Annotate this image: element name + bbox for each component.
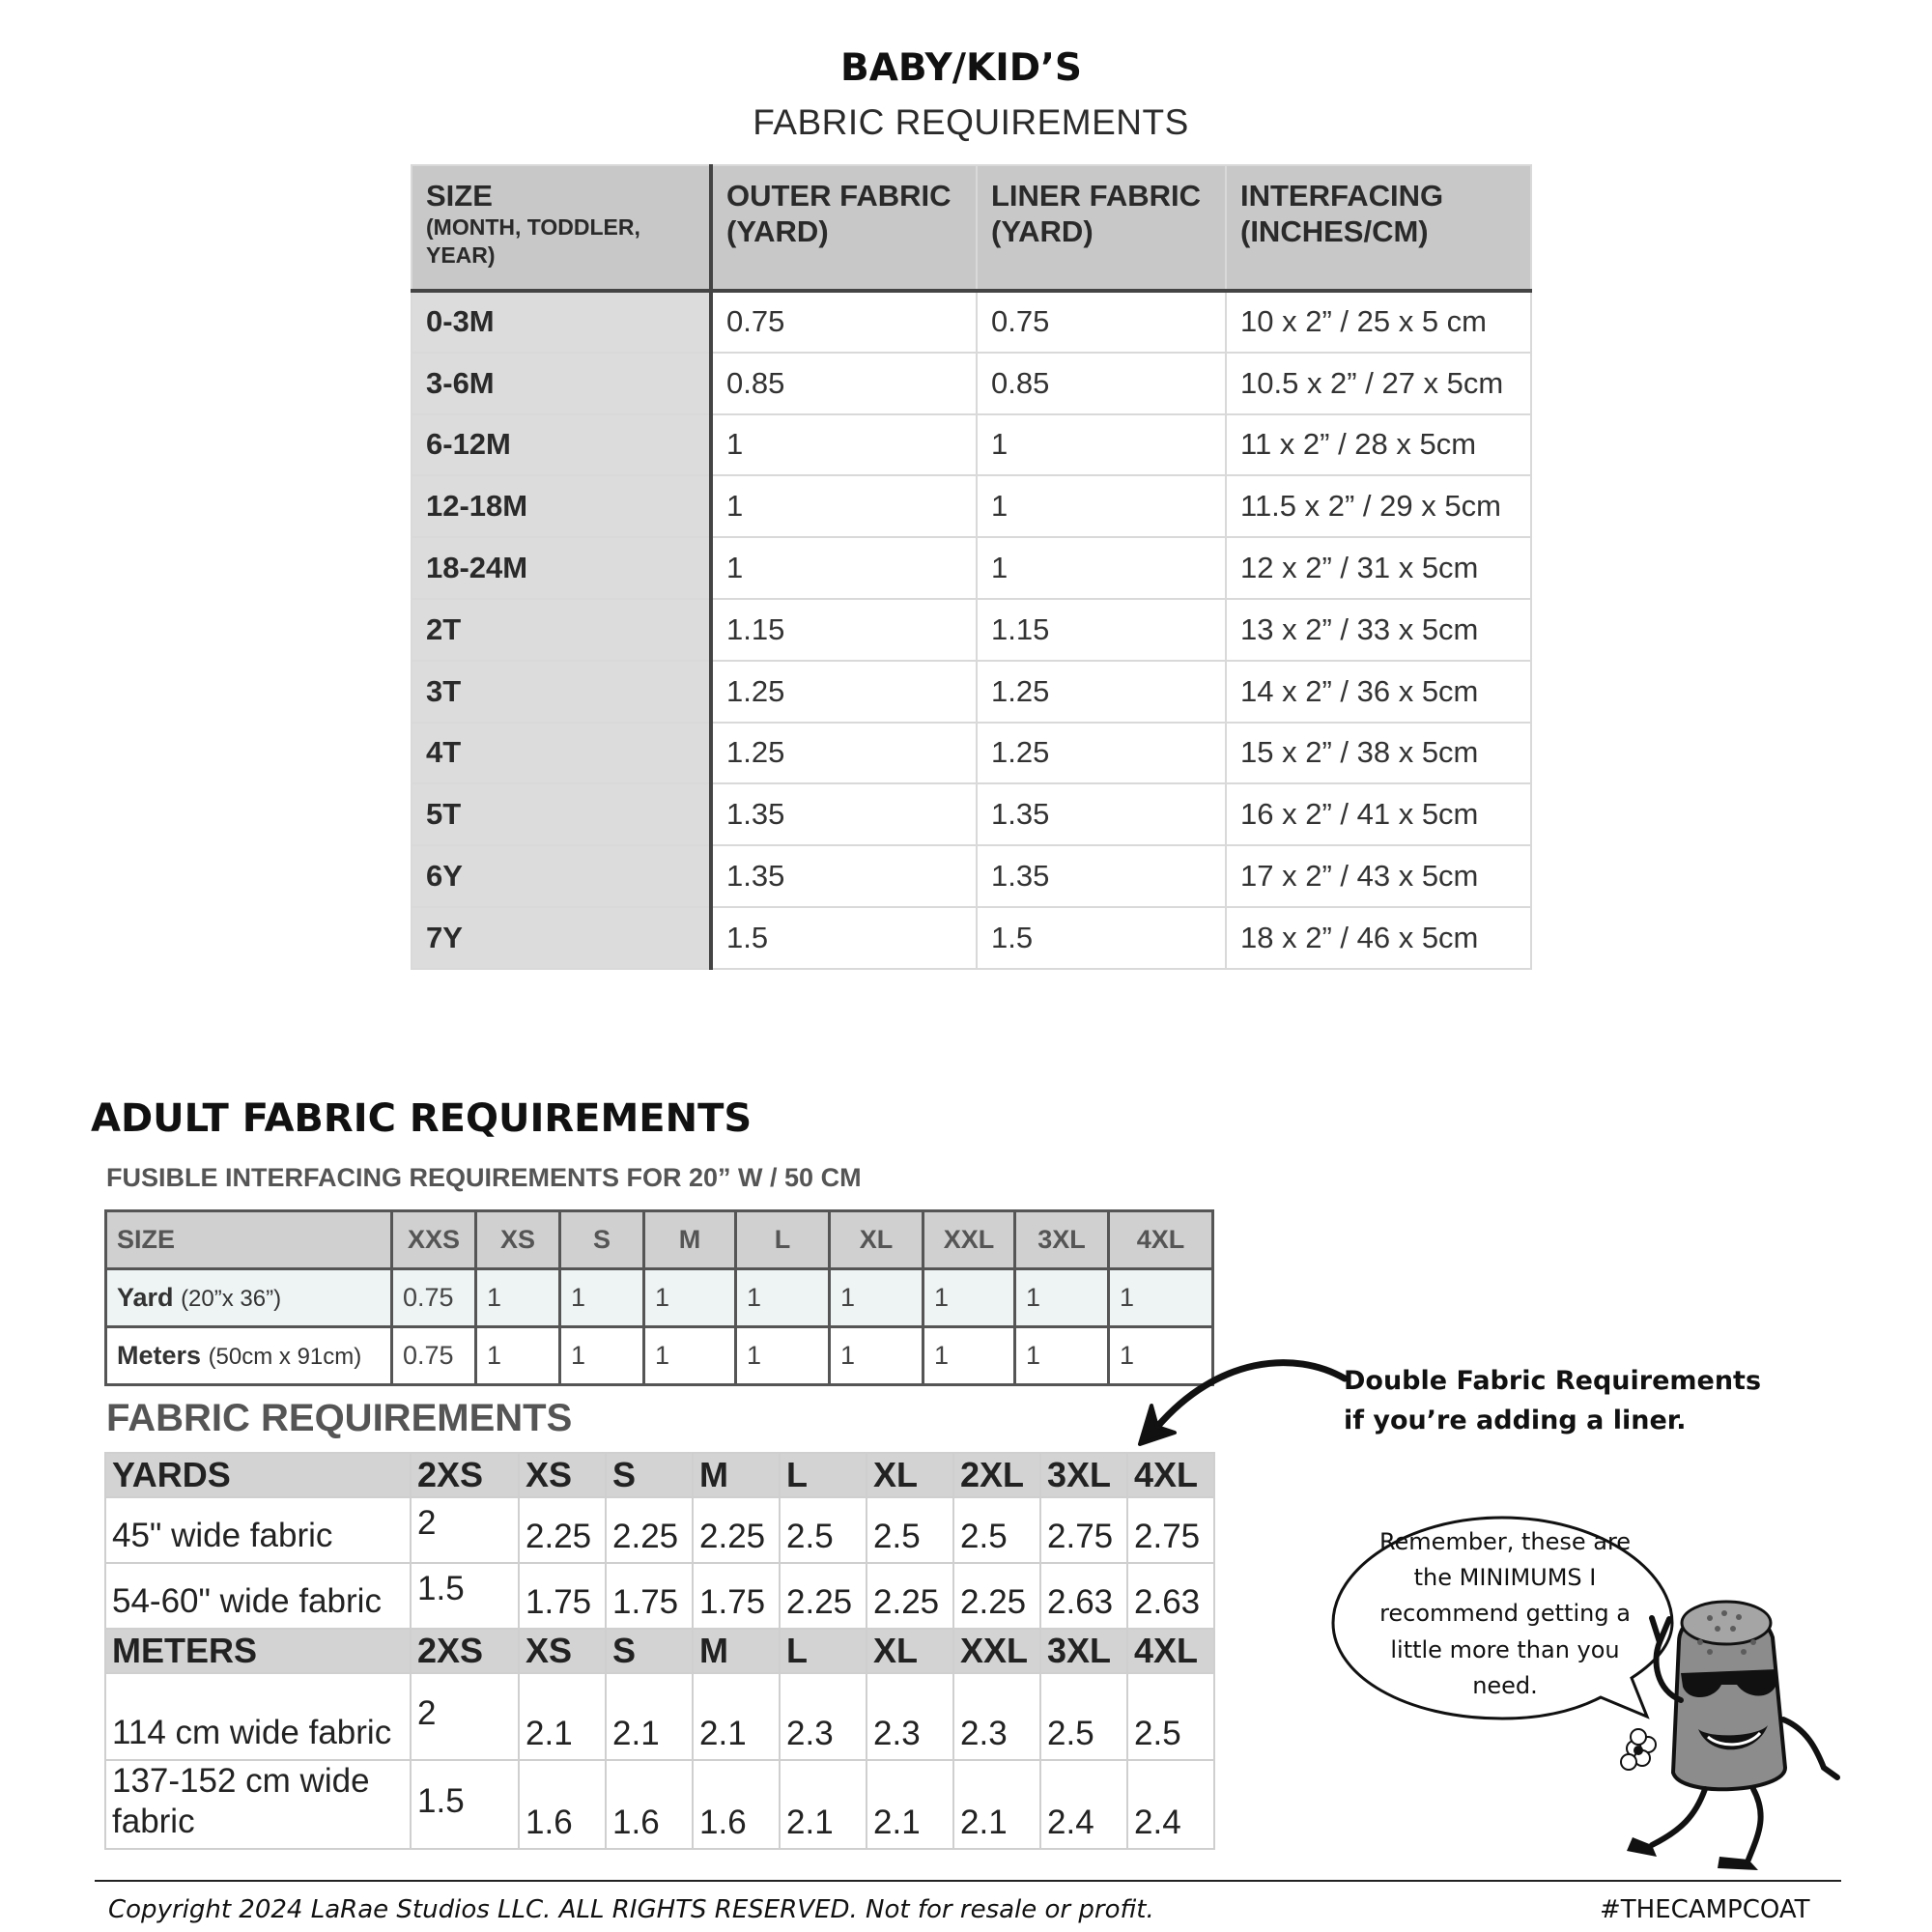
fabric-value-cell: 2.25 — [519, 1497, 606, 1563]
fabric-value-cell: 1.75 — [693, 1563, 780, 1629]
kids-liner-cell: 1 — [977, 414, 1226, 476]
table-row — [412, 291, 1531, 353]
fabric-header-row — [105, 1629, 1214, 1673]
fabric-size-header: M — [693, 1453, 780, 1497]
fusible-header-size-col: 3XL — [1015, 1211, 1109, 1269]
fabric-value-cell: 2.5 — [953, 1497, 1040, 1563]
fabric-size-header: XL — [867, 1629, 953, 1673]
kids-header-size-sub: (MONTH, TODDLER, YEAR) — [426, 214, 640, 268]
fusible-value-cell: 1 — [1015, 1327, 1109, 1385]
fabric-value-cell: 2.5 — [1040, 1673, 1127, 1760]
fusible-header-row — [106, 1211, 1213, 1269]
adult-fabric-table — [104, 1452, 1215, 1850]
table-row — [412, 907, 1531, 969]
kids-outer-cell: 1 — [711, 537, 977, 599]
table-row — [412, 661, 1531, 723]
fabric-size-header: M — [693, 1629, 780, 1673]
kids-interfacing-cell: 14 x 2” / 36 x 5cm — [1226, 661, 1531, 723]
thimble-mascot-icon — [1613, 1584, 1855, 1874]
kids-outer-cell: 0.75 — [711, 291, 977, 353]
kids-section-title: BABY/KID’S — [840, 46, 1082, 90]
fusible-value-cell: 1 — [830, 1269, 923, 1327]
fabric-size-header: XL — [867, 1453, 953, 1497]
fabric-value-cell: 2.5 — [780, 1497, 867, 1563]
kids-outer-cell: 1.15 — [711, 599, 977, 661]
fabric-value-cell: 1.5 — [411, 1563, 519, 1629]
table-row — [105, 1497, 1214, 1563]
table-row — [412, 723, 1531, 784]
kids-liner-cell: 1.35 — [977, 783, 1226, 845]
fabric-width-label: 54-60" wide fabric — [105, 1563, 411, 1629]
kids-liner-cell: 1 — [977, 475, 1226, 537]
table-row — [412, 353, 1531, 414]
kids-header-size-label: SIZE — [426, 179, 493, 213]
fabric-width-label: 114 cm wide fabric — [105, 1673, 411, 1760]
kids-size-cell: 3T — [412, 661, 711, 723]
fabric-value-cell: 2.1 — [867, 1760, 953, 1849]
fabric-size-header: 3XL — [1040, 1629, 1127, 1673]
fabric-value-cell: 1.75 — [519, 1563, 606, 1629]
kids-outer-cell: 1.5 — [711, 907, 977, 969]
fabric-value-cell: 2.3 — [953, 1673, 1040, 1760]
table-row — [412, 845, 1531, 907]
fusible-row-label-paren: (20”x 36”) — [181, 1286, 282, 1312]
fabric-value-cell: 2.5 — [867, 1497, 953, 1563]
fusible-row-label — [106, 1269, 392, 1327]
curved-arrow-icon — [1130, 1357, 1352, 1463]
kids-size-cell: 6-12M — [412, 414, 711, 476]
kids-interfacing-cell: 10.5 x 2” / 27 x 5cm — [1226, 353, 1531, 414]
kids-interfacing-cell: 17 x 2” / 43 x 5cm — [1226, 845, 1531, 907]
kids-size-cell: 6Y — [412, 845, 711, 907]
kids-size-cell: 7Y — [412, 907, 711, 969]
fusible-value-cell: 1 — [644, 1269, 736, 1327]
fusible-value-cell: 1 — [923, 1269, 1015, 1327]
fabric-value-cell: 2.1 — [606, 1673, 693, 1760]
fabric-width-label: 137-152 cm wide fabric — [105, 1760, 411, 1849]
fabric-size-header: 2XS — [411, 1629, 519, 1673]
fabric-value-cell: 2.25 — [606, 1497, 693, 1563]
fusible-header-size: SIZE — [106, 1211, 392, 1269]
fabric-width-label: 45" wide fabric — [105, 1497, 411, 1563]
copyright-notice: Copyright 2024 LaRae Studios LLC. ALL RIGHTS RESERVED. Not for resale or profit. — [108, 1895, 1154, 1924]
table-row — [412, 599, 1531, 661]
fusible-header-size-col: S — [560, 1211, 644, 1269]
table-row — [412, 537, 1531, 599]
fusible-value-cell: 1 — [644, 1327, 736, 1385]
kids-outer-cell: 1 — [711, 414, 977, 476]
kids-liner-cell: 1.25 — [977, 661, 1226, 723]
kids-liner-cell: 0.85 — [977, 353, 1226, 414]
fabric-size-header: XS — [519, 1629, 606, 1673]
fusible-value-cell: 1 — [736, 1327, 830, 1385]
fusible-header-size-col: XXS — [392, 1211, 476, 1269]
table-row — [412, 414, 1531, 476]
kids-interfacing-cell: 13 x 2” / 33 x 5cm — [1226, 599, 1531, 661]
fabric-value-cell: 2 — [411, 1673, 519, 1760]
fusible-value-cell: 1 — [476, 1269, 560, 1327]
fabric-value-cell: 2.1 — [519, 1673, 606, 1760]
hashtag-label: #THECAMPCOAT — [1600, 1895, 1810, 1924]
table-row — [106, 1269, 1213, 1327]
fabric-size-header: 2XL — [953, 1453, 1040, 1497]
table-row — [105, 1760, 1214, 1849]
kids-size-cell: 0-3M — [412, 291, 711, 353]
kids-liner-cell: 1.25 — [977, 723, 1226, 784]
fusible-header-size-col: XS — [476, 1211, 560, 1269]
fusible-value-cell: 1 — [1015, 1269, 1109, 1327]
kids-size-cell: 4T — [412, 723, 711, 784]
fabric-size-header: 2XS — [411, 1453, 519, 1497]
fabric-value-cell: 2.25 — [693, 1497, 780, 1563]
fabric-value-cell: 1.6 — [606, 1760, 693, 1849]
fabric-value-cell: 2.63 — [1040, 1563, 1127, 1629]
fabric-value-cell: 2.1 — [780, 1760, 867, 1849]
kids-liner-cell: 1 — [977, 537, 1226, 599]
fusible-row-label-paren: (50cm x 91cm) — [208, 1344, 362, 1370]
fusible-row-label — [106, 1327, 392, 1385]
fabric-value-cell: 2.25 — [953, 1563, 1040, 1629]
kids-interfacing-cell: 12 x 2” / 31 x 5cm — [1226, 537, 1531, 599]
table-row — [105, 1563, 1214, 1629]
fabric-value-cell: 1.5 — [411, 1760, 519, 1849]
kids-section-subtitle: FABRIC REQUIREMENTS — [753, 102, 1189, 142]
table-row — [412, 475, 1531, 537]
fabric-table-title: FABRIC REQUIREMENTS — [106, 1397, 573, 1439]
bubble-text: Remember, these are the MINIMUMS I recommend getting a little more than you need. — [1378, 1528, 1632, 1699]
fabric-value-cell: 2.75 — [1127, 1497, 1214, 1563]
kids-size-cell: 5T — [412, 783, 711, 845]
kids-size-cell: 2T — [412, 599, 711, 661]
kids-size-cell: 12-18M — [412, 475, 711, 537]
kids-interfacing-cell: 11 x 2” / 28 x 5cm — [1226, 414, 1531, 476]
fusible-table-title: FUSIBLE INTERFACING REQUIREMENTS FOR 20” W / 50 CM — [106, 1163, 862, 1192]
adult-section-title: ADULT FABRIC REQUIREMENTS — [91, 1096, 753, 1141]
fabric-size-header: XXL — [953, 1629, 1040, 1673]
fusible-value-cell: 1 — [560, 1269, 644, 1327]
table-row — [105, 1673, 1214, 1760]
fabric-size-header: 4XL — [1127, 1629, 1214, 1673]
fabric-value-cell: 2.25 — [780, 1563, 867, 1629]
fabric-value-cell: 2.3 — [867, 1673, 953, 1760]
fabric-size-header: 3XL — [1040, 1453, 1127, 1497]
kids-interfacing-cell: 15 x 2” / 38 x 5cm — [1226, 723, 1531, 784]
fabric-value-cell: 1.6 — [693, 1760, 780, 1849]
fabric-size-header: L — [780, 1629, 867, 1673]
fusible-header-size-col: XL — [830, 1211, 923, 1269]
fusible-row-label-main: Yard — [117, 1283, 174, 1312]
table-row — [106, 1327, 1213, 1385]
kids-header-size — [412, 165, 711, 291]
fabric-value-cell: 1.6 — [519, 1760, 606, 1849]
fusible-header-size-col: 4XL — [1109, 1211, 1213, 1269]
fabric-size-header: XS — [519, 1453, 606, 1497]
double-note-line1: Double Fabric Requirements — [1344, 1366, 1762, 1396]
fusible-value-cell: 1 — [1109, 1269, 1213, 1327]
fabric-value-cell: 2.25 — [867, 1563, 953, 1629]
fusible-value-cell: 0.75 — [392, 1327, 476, 1385]
fabric-value-cell: 2.5 — [1127, 1673, 1214, 1760]
fabric-unit-header: METERS — [105, 1629, 411, 1673]
fabric-value-cell: 2.4 — [1127, 1760, 1214, 1849]
fabric-value-cell: 2.1 — [953, 1760, 1040, 1849]
fusible-header-size-col: L — [736, 1211, 830, 1269]
kids-outer-cell: 1.35 — [711, 783, 977, 845]
fusible-value-cell: 1 — [476, 1327, 560, 1385]
fabric-value-cell: 2.3 — [780, 1673, 867, 1760]
kids-size-cell: 3-6M — [412, 353, 711, 414]
fabric-size-header: S — [606, 1453, 693, 1497]
kids-table-header-row — [412, 165, 1531, 291]
kids-outer-cell: 1 — [711, 475, 977, 537]
fusible-value-cell: 1 — [1109, 1327, 1213, 1385]
fabric-size-header: S — [606, 1629, 693, 1673]
kids-interfacing-cell: 11.5 x 2” / 29 x 5cm — [1226, 475, 1531, 537]
kids-outer-cell: 1.25 — [711, 661, 977, 723]
fusible-row-label-main: Meters — [117, 1341, 202, 1370]
fabric-value-cell: 1.75 — [606, 1563, 693, 1629]
footer-divider — [95, 1880, 1841, 1882]
fabric-header-row — [105, 1453, 1214, 1497]
fusible-header-size-col: M — [644, 1211, 736, 1269]
fusible-interfacing-table — [104, 1209, 1214, 1386]
fabric-value-cell: 2.63 — [1127, 1563, 1214, 1629]
fusible-value-cell: 1 — [560, 1327, 644, 1385]
kids-interfacing-cell: 16 x 2” / 41 x 5cm — [1226, 783, 1531, 845]
double-fabric-note — [1344, 1362, 1761, 1440]
kids-liner-cell: 1.15 — [977, 599, 1226, 661]
fabric-size-header: L — [780, 1453, 867, 1497]
kids-interfacing-cell: 18 x 2” / 46 x 5cm — [1226, 907, 1531, 969]
fabric-value-cell: 2 — [411, 1497, 519, 1563]
kids-interfacing-cell: 10 x 2” / 25 x 5 cm — [1226, 291, 1531, 353]
fabric-value-cell: 2.4 — [1040, 1760, 1127, 1849]
kids-fabric-table — [411, 164, 1532, 970]
fabric-value-cell: 2.1 — [693, 1673, 780, 1760]
kids-outer-cell: 0.85 — [711, 353, 977, 414]
kids-outer-cell: 1.25 — [711, 723, 977, 784]
kids-header-liner: LINER FABRIC (YARD) — [977, 165, 1226, 291]
kids-outer-cell: 1.35 — [711, 845, 977, 907]
fusible-value-cell: 1 — [830, 1327, 923, 1385]
kids-liner-cell: 0.75 — [977, 291, 1226, 353]
kids-header-interfacing: INTERFACING (INCHES/CM) — [1226, 165, 1531, 291]
fabric-unit-header: YARDS — [105, 1453, 411, 1497]
kids-liner-cell: 1.35 — [977, 845, 1226, 907]
double-note-line2: if you’re adding a liner. — [1344, 1405, 1687, 1435]
fabric-size-header: 4XL — [1127, 1453, 1214, 1497]
fusible-value-cell: 1 — [736, 1269, 830, 1327]
table-row — [412, 783, 1531, 845]
kids-liner-cell: 1.5 — [977, 907, 1226, 969]
fusible-value-cell: 0.75 — [392, 1269, 476, 1327]
kids-header-outer: OUTER FABRIC (YARD) — [711, 165, 977, 291]
fusible-header-size-col: XXL — [923, 1211, 1015, 1269]
fabric-value-cell: 2.75 — [1040, 1497, 1127, 1563]
fusible-value-cell: 1 — [923, 1327, 1015, 1385]
kids-size-cell: 18-24M — [412, 537, 711, 599]
